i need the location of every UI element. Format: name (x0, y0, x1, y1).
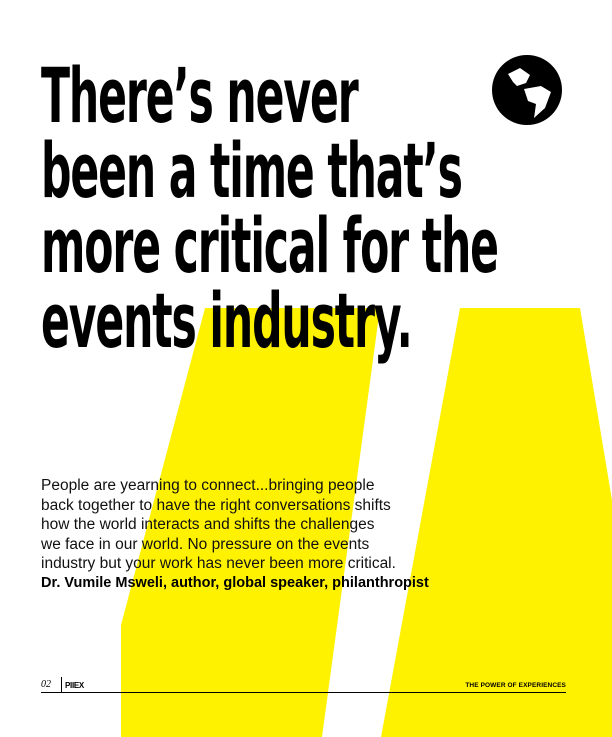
quote-attribution: Dr. Vumile Msweli, author, global speaker, philanthropist (41, 575, 429, 591)
quote-body-line: how the world interacts and shifts the challenges (41, 516, 375, 533)
page-footer (41, 676, 566, 693)
headline (41, 51, 498, 365)
quote-body-line: industry but your work has never been more critical. (41, 555, 396, 572)
quote-body (41, 476, 581, 574)
section-title: THE POWER OF EXPERIENCES (465, 682, 566, 689)
headline-line: There’s never (41, 51, 358, 140)
headline-line: been a time that’s (41, 126, 462, 215)
page-number: 02 (41, 679, 51, 690)
quote-body-line: back together to have the right conversations shifts (41, 496, 391, 514)
quote-body-line: People are yearning to connect...bringing people (41, 477, 375, 494)
brand-logo: PIIEX (65, 681, 84, 690)
headline-line: more critical for the (41, 201, 498, 290)
headline-line: events industry. (41, 276, 412, 365)
globe-icon (489, 52, 565, 128)
footer-divider (61, 677, 62, 692)
quote-body-line: we face in our world. No pressure on the events (41, 535, 370, 553)
